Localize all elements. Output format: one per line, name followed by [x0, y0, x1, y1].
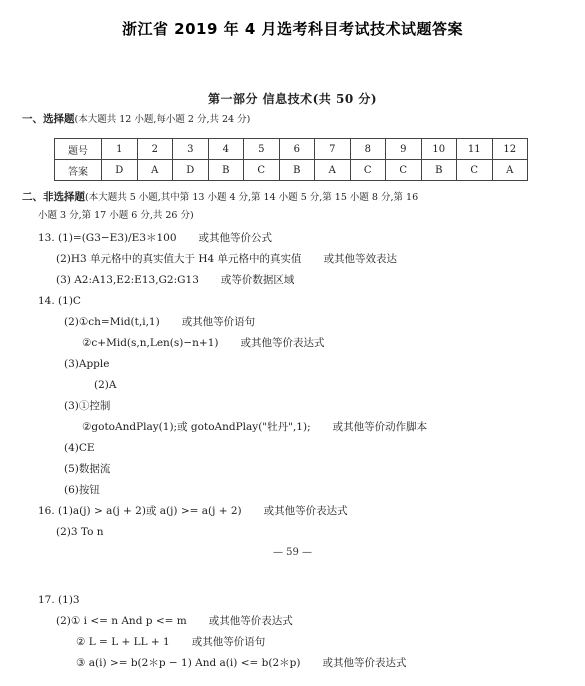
answer-cell: A [315, 160, 351, 181]
q17-line4 [76, 656, 406, 670]
q15-line3 [82, 420, 427, 434]
q15-line5: (5)数据流 [64, 463, 111, 475]
q15-answer3-2: ②gotoAndPlay(1);或 gotoAndPlay("牡丹",1); [82, 421, 311, 433]
q14-answer2-1: (2)①ch=Mid(t,i,1) [64, 316, 160, 328]
q14-answer2-1-alt: 或其他等价语句 [181, 316, 256, 328]
section2-heading: 二、非选择题 [22, 191, 85, 203]
section2-header [22, 190, 418, 205]
q17-line3 [76, 635, 265, 649]
q17-answer2-1: (2)① i <= n And p <= m [56, 615, 187, 627]
q13-answer1-alt: 或其他等价公式 [198, 232, 273, 244]
q17-answer2-2: ② L = L + LL + 1 [76, 636, 170, 648]
q17-answer2-2-alt: 或其他等价语句 [191, 636, 266, 648]
q14-answer2-2: ②c+Mid(s,n,Len(s)−n+1) [82, 337, 219, 349]
question-number: 6 [279, 139, 315, 160]
q15-line1 [38, 378, 116, 392]
question-number: 9 [386, 139, 422, 160]
answer-cell: C [350, 160, 386, 181]
q13-answer2-alt: 或其他等效表达 [323, 253, 398, 265]
answer-cell: C [386, 160, 422, 181]
answer-cell: A [492, 160, 528, 181]
question-number: 3 [173, 139, 209, 160]
question-number: 8 [350, 139, 386, 160]
question-number: 7 [315, 139, 351, 160]
answer-cell: B [421, 160, 457, 181]
answer-cell: B [279, 160, 315, 181]
part-title: 第一部分 信息技术(共 50 分) [207, 92, 378, 106]
section1-header [22, 112, 250, 127]
question-number: 2 [137, 139, 173, 160]
row-label-number: 题号 [55, 139, 102, 160]
q15-answer3-2-alt: 或其他等价动作脚本 [332, 421, 428, 433]
question-number: 12 [492, 139, 528, 160]
question-number: 5 [244, 139, 280, 160]
q13-answer3-alt: 或等价数据区域 [220, 274, 295, 286]
answer-cell: A [137, 160, 173, 181]
q14-line1: 14. (1)C [38, 295, 81, 307]
q13-answer3: (3) A2:A13,E2:E13,G2:G13 [56, 274, 199, 286]
section1-heading: 一、选择题 [22, 113, 75, 125]
q13-line2 [56, 252, 397, 266]
scanned-answer-page [0, 80, 585, 686]
q17-line2 [56, 614, 293, 628]
answer-cell: B [208, 160, 244, 181]
q13-line3 [56, 273, 294, 287]
q17-answer2-3-alt: 或其他等价表达式 [322, 657, 407, 669]
row-label-answer: 答案 [55, 160, 102, 181]
q14-answer2-2-alt: 或其他等价表达式 [240, 337, 325, 349]
answer-cell: C [457, 160, 493, 181]
q13-line1 [38, 231, 272, 245]
answer-cell: C [244, 160, 280, 181]
q17-answer2-1-alt: 或其他等价表达式 [208, 615, 293, 627]
question-number: 11 [457, 139, 493, 160]
question-number: 10 [421, 139, 457, 160]
q16-answer1-alt: 或其他等价表达式 [263, 505, 348, 517]
answer-table-number-row [55, 139, 528, 160]
q14-line2 [64, 315, 255, 329]
q17-line1: 17. (1)3 [38, 594, 80, 606]
q15-line2: (3)①控制 [64, 400, 111, 412]
section2-note-line1: (本大题共 5 小题,其中第 13 小题 4 分,第 14 小题 5 分,第 15 小题 8 分,第 16 [85, 192, 419, 203]
q16-line2: (2)3 To n [56, 526, 104, 538]
q16-line1 [38, 504, 348, 518]
q15-answer2: (2)A [94, 379, 117, 391]
q13-answer1: 13. (1)=(G3−E3)/E3＊100 [38, 232, 177, 244]
question-number: 1 [102, 139, 138, 160]
section2-note-line2: 小题 3 分,第 17 小题 6 分,共 26 分) [38, 210, 194, 221]
document-title: 浙江省 2019 年 4 月选考科目考试技术试题答案 [121, 20, 464, 38]
q13-answer2: (2)H3 单元格中的真实值大于 H4 单元格中的真实值 [56, 253, 302, 265]
q16-answer1: 16. (1)a(j) > a(j + 2)或 a(j) >= a(j + 2) [38, 505, 242, 517]
answer-table [54, 138, 528, 181]
answer-cell: D [102, 160, 138, 181]
answer-cell: D [173, 160, 209, 181]
q15-line6: (6)按钮 [64, 484, 100, 496]
answer-table-answer-row [55, 160, 528, 181]
question-number: 4 [208, 139, 244, 160]
q15-line4: (4)CE [64, 442, 95, 454]
q14-line3 [82, 336, 325, 350]
q17-answer2-3: ③ a(i) >= b(2＊p − 1) And a(i) <= b(2＊p) [76, 657, 301, 669]
page-number: — 59 — [272, 547, 313, 558]
q14-line4: (3)Apple [64, 358, 110, 370]
section1-note: (本大题共 12 小题,每小题 2 分,共 24 分) [74, 114, 251, 125]
